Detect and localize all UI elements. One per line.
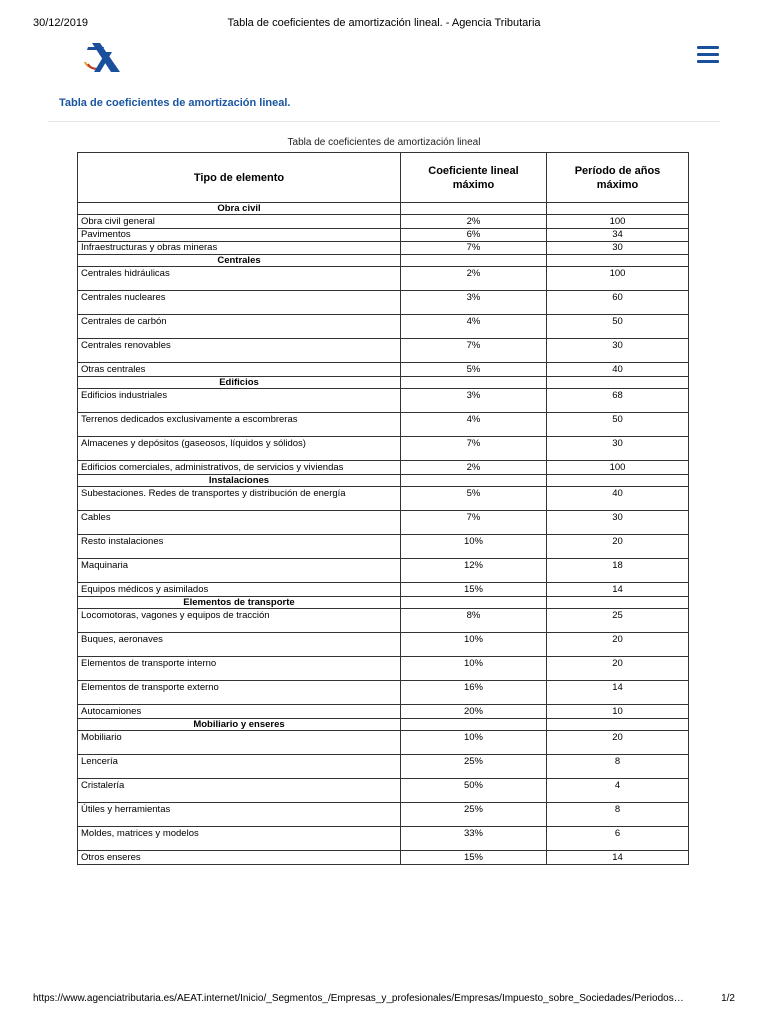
cell-periodo: 8 bbox=[547, 755, 689, 779]
cell-coeficiente: 8% bbox=[401, 609, 547, 633]
cell-tipo: Lencería bbox=[78, 755, 401, 779]
cell-periodo: 20 bbox=[547, 535, 689, 559]
header-divider bbox=[48, 121, 720, 122]
table-row bbox=[78, 413, 689, 437]
table-row bbox=[78, 803, 689, 827]
cell-periodo: 30 bbox=[547, 242, 689, 255]
section-empty-cell bbox=[547, 377, 689, 389]
cell-coeficiente: 10% bbox=[401, 535, 547, 559]
agencia-tributaria-logo-icon[interactable] bbox=[48, 40, 124, 76]
table-caption: Tabla de coeficientes de amortización lineal bbox=[287, 137, 481, 148]
cell-tipo: Elementos de transporte externo bbox=[78, 681, 401, 705]
cell-coeficiente: 7% bbox=[401, 511, 547, 535]
cell-coeficiente: 50% bbox=[401, 779, 547, 803]
table-row bbox=[78, 487, 689, 511]
cell-coeficiente: 15% bbox=[401, 583, 547, 597]
cell-tipo: Autocamiones bbox=[78, 705, 401, 719]
section-empty-cell bbox=[401, 255, 547, 267]
section-empty-cell bbox=[401, 203, 547, 215]
cell-tipo: Cables bbox=[78, 511, 401, 535]
cell-tipo: Obra civil general bbox=[78, 215, 401, 229]
cell-periodo: 30 bbox=[547, 437, 689, 461]
print-page-title: Tabla de coeficientes de amortización lineal. - Agencia Tributaria bbox=[227, 17, 541, 29]
cell-tipo: Otras centrales bbox=[78, 363, 401, 377]
table-row bbox=[78, 657, 689, 681]
header-periodo bbox=[547, 153, 689, 203]
cell-periodo: 34 bbox=[547, 229, 689, 242]
cell-periodo: 68 bbox=[547, 389, 689, 413]
section-empty-cell bbox=[547, 475, 689, 487]
cell-tipo: Pavimentos bbox=[78, 229, 401, 242]
cell-periodo: 20 bbox=[547, 731, 689, 755]
cell-tipo: Edificios industriales bbox=[78, 389, 401, 413]
cell-tipo: Resto instalaciones bbox=[78, 535, 401, 559]
print-url: https://www.agenciatributaria.es/AEAT.internet/Inicio/_Segmentos_/Empresas_y_profesionales/Empresas/Impuesto_sobre_Sociedades/Periodos… bbox=[33, 993, 684, 1004]
cell-coeficiente: 5% bbox=[401, 363, 547, 377]
table-row bbox=[78, 339, 689, 363]
cell-periodo: 50 bbox=[547, 315, 689, 339]
cell-periodo: 100 bbox=[547, 267, 689, 291]
cell-tipo: Centrales nucleares bbox=[78, 291, 401, 315]
section-title: Instalaciones bbox=[78, 475, 401, 487]
cell-tipo: Infraestructuras y obras mineras bbox=[78, 242, 401, 255]
cell-tipo: Centrales renovables bbox=[78, 339, 401, 363]
cell-tipo: Centrales de carbón bbox=[78, 315, 401, 339]
cell-periodo: 10 bbox=[547, 705, 689, 719]
cell-periodo: 60 bbox=[547, 291, 689, 315]
print-header bbox=[33, 17, 735, 31]
table-row bbox=[78, 242, 689, 255]
cell-periodo: 8 bbox=[547, 803, 689, 827]
table-row bbox=[78, 315, 689, 339]
cell-coeficiente: 25% bbox=[401, 755, 547, 779]
header-coef-line2: máximo bbox=[452, 178, 495, 191]
section-title: Elementos de transporte bbox=[78, 597, 401, 609]
table-row bbox=[78, 583, 689, 597]
cell-periodo: 50 bbox=[547, 413, 689, 437]
cell-periodo: 40 bbox=[547, 487, 689, 511]
print-footer bbox=[33, 993, 735, 1007]
cell-tipo: Mobiliario bbox=[78, 731, 401, 755]
cell-tipo: Almacenes y depósitos (gaseosos, líquidos y sólidos) bbox=[78, 437, 401, 461]
section-empty-cell bbox=[547, 255, 689, 267]
table-row bbox=[78, 681, 689, 705]
header-periodo-line2: máximo bbox=[596, 178, 639, 191]
cell-coeficiente: 2% bbox=[401, 267, 547, 291]
cell-tipo: Centrales hidráulicas bbox=[78, 267, 401, 291]
cell-coeficiente: 10% bbox=[401, 657, 547, 681]
cell-tipo: Subestaciones. Redes de transportes y distribución de energía bbox=[78, 487, 401, 511]
cell-periodo: 30 bbox=[547, 511, 689, 535]
cell-tipo: Útiles y herramientas bbox=[78, 803, 401, 827]
cell-periodo: 6 bbox=[547, 827, 689, 851]
section-empty-cell bbox=[401, 719, 547, 731]
header-coef-line1: Coeficiente lineal bbox=[428, 164, 519, 177]
cell-coeficiente: 5% bbox=[401, 487, 547, 511]
table-row bbox=[78, 511, 689, 535]
print-page-number: 1/2 bbox=[721, 993, 735, 1004]
cell-coeficiente: 4% bbox=[401, 315, 547, 339]
section-empty-cell bbox=[547, 719, 689, 731]
table-row bbox=[78, 731, 689, 755]
cell-coeficiente: 7% bbox=[401, 339, 547, 363]
cell-coeficiente: 16% bbox=[401, 681, 547, 705]
cell-tipo: Moldes, matrices y modelos bbox=[78, 827, 401, 851]
cell-periodo: 14 bbox=[547, 583, 689, 597]
cell-coeficiente: 3% bbox=[401, 291, 547, 315]
table-row bbox=[78, 389, 689, 413]
section-empty-cell bbox=[401, 377, 547, 389]
table-row bbox=[78, 633, 689, 657]
table-row bbox=[78, 779, 689, 803]
section-empty-cell bbox=[401, 475, 547, 487]
cell-coeficiente: 10% bbox=[401, 731, 547, 755]
table-row bbox=[78, 437, 689, 461]
cell-coeficiente: 3% bbox=[401, 389, 547, 413]
cell-coeficiente: 6% bbox=[401, 229, 547, 242]
cell-periodo: 100 bbox=[547, 215, 689, 229]
print-date: 30/12/2019 bbox=[33, 17, 89, 29]
table-row bbox=[78, 755, 689, 779]
cell-coeficiente: 33% bbox=[401, 827, 547, 851]
header-periodo-line1: Período de años bbox=[574, 164, 661, 177]
cell-tipo: Equipos médicos y asimilados bbox=[78, 583, 401, 597]
cell-tipo: Edificios comerciales, administrativos, de servicios y viviendas bbox=[78, 461, 401, 475]
section-empty-cell bbox=[547, 597, 689, 609]
cell-coeficiente: 2% bbox=[401, 215, 547, 229]
section-row bbox=[78, 377, 689, 389]
table-row bbox=[78, 215, 689, 229]
section-row bbox=[78, 203, 689, 215]
cell-periodo: 20 bbox=[547, 657, 689, 681]
cell-coeficiente: 2% bbox=[401, 461, 547, 475]
cell-coeficiente: 20% bbox=[401, 705, 547, 719]
section-row bbox=[78, 255, 689, 267]
cell-periodo: 25 bbox=[547, 609, 689, 633]
cell-periodo: 14 bbox=[547, 681, 689, 705]
section-row bbox=[78, 597, 689, 609]
table-row bbox=[78, 559, 689, 583]
cell-tipo: Terrenos dedicados exclusivamente a escombreras bbox=[78, 413, 401, 437]
header-coeficiente bbox=[401, 153, 547, 203]
section-title: Centrales bbox=[78, 255, 401, 267]
cell-tipo: Locomotoras, vagones y equipos de tracción bbox=[78, 609, 401, 633]
cell-periodo: 18 bbox=[547, 559, 689, 583]
cell-periodo: 4 bbox=[547, 779, 689, 803]
cell-periodo: 20 bbox=[547, 633, 689, 657]
cell-periodo: 14 bbox=[547, 851, 689, 865]
cell-coeficiente: 15% bbox=[401, 851, 547, 865]
cell-coeficiente: 4% bbox=[401, 413, 547, 437]
hamburger-menu-icon[interactable] bbox=[697, 46, 719, 66]
section-title: Obra civil bbox=[78, 203, 401, 215]
table-row bbox=[78, 229, 689, 242]
cell-tipo: Otros enseres bbox=[78, 851, 401, 865]
section-row bbox=[78, 475, 689, 487]
table-row bbox=[78, 461, 689, 475]
section-row bbox=[78, 719, 689, 731]
section-title: Edificios bbox=[78, 377, 401, 389]
table-row bbox=[78, 363, 689, 377]
table-row bbox=[78, 609, 689, 633]
cell-coeficiente: 12% bbox=[401, 559, 547, 583]
page-title-link[interactable]: Tabla de coeficientes de amortización lineal. bbox=[59, 97, 291, 109]
table-row bbox=[78, 851, 689, 865]
cell-coeficiente: 7% bbox=[401, 242, 547, 255]
table-row bbox=[78, 291, 689, 315]
section-empty-cell bbox=[547, 203, 689, 215]
cell-periodo: 30 bbox=[547, 339, 689, 363]
cell-coeficiente: 7% bbox=[401, 437, 547, 461]
cell-periodo: 100 bbox=[547, 461, 689, 475]
table-row bbox=[78, 827, 689, 851]
cell-tipo: Elementos de transporte interno bbox=[78, 657, 401, 681]
cell-tipo: Maquinaria bbox=[78, 559, 401, 583]
section-title: Mobiliario y enseres bbox=[78, 719, 401, 731]
table-row bbox=[78, 535, 689, 559]
cell-tipo: Cristalería bbox=[78, 779, 401, 803]
section-empty-cell bbox=[401, 597, 547, 609]
cell-tipo: Buques, aeronaves bbox=[78, 633, 401, 657]
table-row bbox=[78, 267, 689, 291]
coefficients-table bbox=[77, 152, 689, 865]
cell-coeficiente: 10% bbox=[401, 633, 547, 657]
cell-periodo: 40 bbox=[547, 363, 689, 377]
header-tipo: Tipo de elemento bbox=[78, 153, 401, 203]
table-row bbox=[78, 705, 689, 719]
cell-coeficiente: 25% bbox=[401, 803, 547, 827]
